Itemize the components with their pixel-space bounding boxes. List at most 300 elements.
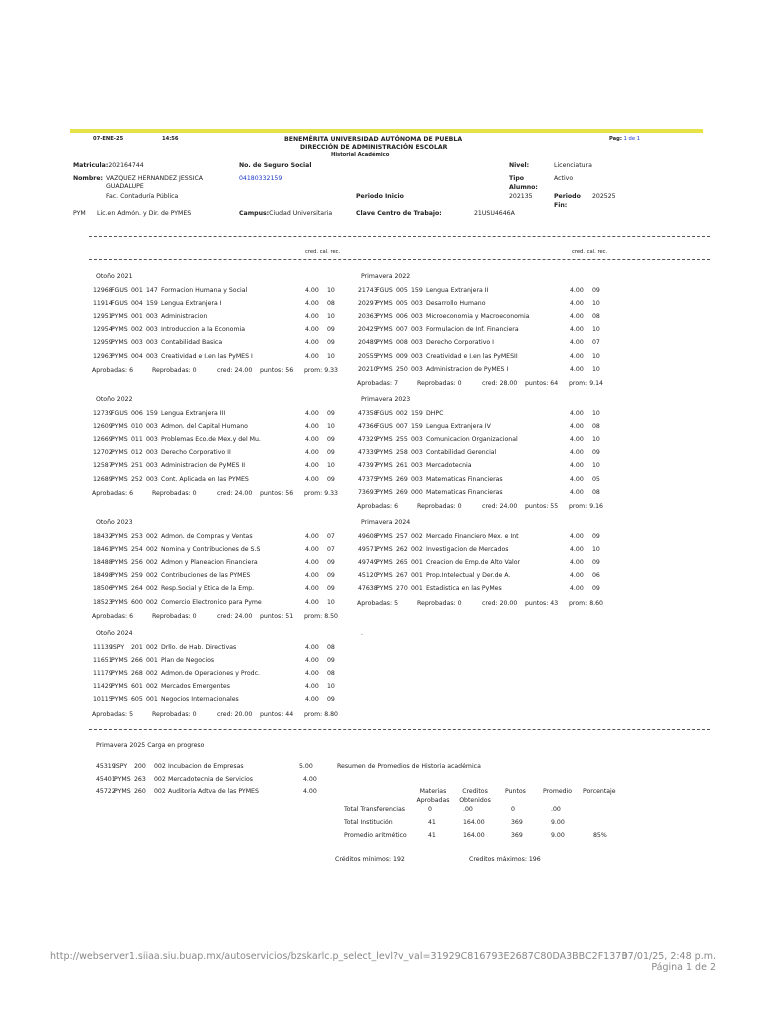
course-credits: 4.00 (305, 572, 319, 580)
course-credits: 4.00 (570, 475, 584, 483)
course-section: 001 (411, 572, 423, 580)
course-name: Lengua Extranjera IV (426, 423, 491, 431)
course-name: Creacion de Emp.de Alto Valor (426, 559, 521, 567)
course-number: 007 (396, 326, 408, 334)
course-row (358, 462, 623, 471)
course-row (93, 449, 358, 458)
course-grade: 10 (592, 365, 600, 373)
course-subject: PYMS (114, 775, 131, 783)
course-name: Desarrollo Humano (426, 300, 486, 308)
course-credits: 4.00 (570, 287, 584, 294)
course-name: Problemas Eco.de Mex.y del Mu. (161, 436, 261, 444)
hdr-promedio: Promedio (543, 788, 573, 795)
summary-prom: prom: 9.14 (569, 379, 603, 387)
summary-prom: prom: 9.33 (304, 366, 338, 374)
col-rec: rec. (597, 249, 608, 255)
course-grade: 08 (592, 313, 600, 321)
course-subject: PYMS (376, 339, 393, 347)
course-grade: 09 (592, 449, 600, 457)
course-nrc: 47397 (358, 462, 378, 470)
course-name: Creatividad e I.en las PyMES I (161, 352, 253, 360)
course-subject: PYMS (376, 436, 393, 444)
summary-aprobadas: Aprobadas: 6 (92, 366, 134, 374)
course-row (93, 476, 358, 485)
summary-puntos: puntos: 56 (260, 489, 294, 497)
course-row (93, 410, 358, 419)
clave-label: Clave Centro de Trabajo: (356, 210, 442, 217)
course-nrc: 11139 (93, 644, 113, 651)
summary-promedio: 9.00 (551, 832, 565, 839)
course-name: Resp.Social y Etica de la Emp. (161, 585, 255, 593)
page-value: 1 de 1 (623, 136, 640, 142)
course-subject: PYMS (376, 352, 393, 360)
campus-label: Campus: (239, 210, 270, 217)
summary-aprobadas: Aprobadas: 5 (357, 599, 399, 607)
course-nrc: 12954 (93, 326, 113, 334)
course-number: 001 (131, 287, 143, 294)
course-credits: 4.00 (305, 352, 319, 360)
course-subject: PYMS (111, 475, 128, 483)
course-grade: 09 (327, 436, 335, 444)
nivel-value: Licenciatura (554, 162, 592, 169)
progress-row (96, 788, 326, 797)
summary-row (344, 819, 644, 828)
course-row (358, 366, 623, 375)
summary-cred: cred: 24.00 (217, 489, 253, 497)
course-number: 004 (131, 300, 143, 308)
hdr-creditos: Creditos (462, 788, 488, 795)
matricula (73, 162, 144, 169)
course-credits: 4.00 (305, 410, 319, 417)
course-credits: 4.00 (570, 365, 584, 373)
course-nrc: 12963 (93, 352, 113, 360)
course-name: Derecho Corporativo II (161, 449, 231, 457)
separator-top (89, 236, 710, 237)
university-name: BENEMÉRITA UNIVERSIDAD AUTÓNOMA DE PUEBLA (284, 136, 463, 143)
hdr-materias-1: Materias (419, 788, 447, 795)
term-summary (92, 613, 362, 622)
course-grade: 09 (327, 339, 335, 347)
summary-row-label: Total Transferencias (344, 806, 406, 813)
course-name: Admon.de Operaciones y Prodc. (161, 670, 260, 678)
course-name: Cont. Aplicada en las PYMES (161, 475, 249, 483)
course-subject: PYMS (111, 449, 128, 457)
course-nrc: 18498 (93, 572, 113, 580)
course-name: Admon. del Capital Humano (161, 423, 248, 431)
campus-value: Ciudad Universitaria (269, 210, 333, 217)
program-name: Lic.en Admón. y Dir. de PYMES (97, 210, 192, 217)
course-nrc: 45319 (96, 763, 116, 770)
page-indicator (609, 136, 640, 142)
course-nrc: 45120 (358, 572, 378, 580)
course-nrc: 49571 (358, 546, 378, 554)
summary-materias: 41 (428, 832, 436, 839)
course-name: Investigacion de Mercados (426, 546, 509, 554)
course-name: Formulacion de Inf. Financiera (426, 326, 519, 334)
tipo-value: Activo (554, 175, 574, 182)
course-grade: 06 (592, 572, 600, 580)
course-nrc: 12951 (93, 313, 113, 321)
course-subject: PYMS (376, 462, 393, 470)
course-nrc: 45722 (96, 788, 116, 795)
course-row (93, 326, 358, 335)
footer-url[interactable]: http://webserver1.siiaa.siu.buap.mx/autoservicios/bzskarlc.p_select_levl?v_val=31929C816793E2687C80DA3BBC2F1373 (50, 951, 628, 962)
course-credits: 5.00 (299, 763, 313, 770)
course-number: 257 (396, 533, 408, 540)
course-credits: 4.00 (570, 423, 584, 431)
summary-creditos: .00 (463, 806, 473, 813)
col-cal: cal. (586, 249, 596, 255)
course-name: Matematicas Financieras (426, 475, 503, 483)
course-section: 003 (411, 313, 423, 321)
course-grade: 10 (327, 423, 335, 431)
summary-reprobadas: Reprobadas: 0 (152, 612, 197, 620)
clave-value: 21USU4646A (474, 210, 515, 217)
course-name: Comunicacion Organizacional (426, 436, 518, 444)
col-headers-right (572, 249, 607, 255)
term-title: Otoño 2022 (96, 396, 133, 403)
course-number: 260 (134, 788, 146, 795)
course-grade: 10 (592, 546, 600, 554)
course-section: 003 (411, 352, 423, 360)
summary-promedio: .00 (551, 806, 561, 813)
course-subject: PYMS (111, 572, 128, 580)
course-credits: 4.00 (570, 585, 584, 593)
course-row (93, 339, 358, 348)
course-section: 159 (146, 410, 158, 417)
course-subject: ISPY (114, 763, 128, 770)
course-row (93, 533, 358, 542)
course-subject: FGUS (111, 410, 128, 417)
course-row (358, 546, 623, 555)
course-credits: 4.00 (570, 326, 584, 334)
course-subject: FGUS (111, 300, 128, 308)
course-row (93, 436, 358, 445)
summary-puntos: 369 (511, 832, 523, 839)
course-row (93, 683, 358, 692)
course-name: Lengua Extranjera II (426, 287, 489, 294)
summary-reprobadas: Reprobadas: 0 (417, 599, 462, 607)
course-row (358, 339, 623, 348)
course-grade: 09 (327, 657, 335, 665)
course-nrc: 12609 (93, 423, 113, 431)
course-name: Lengua Extranjera I (161, 300, 222, 308)
separator-progress (89, 729, 710, 730)
term-title: Primavera 2023 (361, 396, 411, 403)
course-grade: 08 (327, 300, 335, 308)
course-nrc: 47366 (358, 423, 378, 431)
course-section: 002 (146, 533, 158, 540)
course-grade: 09 (327, 585, 335, 593)
course-row (93, 300, 358, 309)
course-credits: 4.00 (570, 449, 584, 457)
progress-row (96, 776, 326, 785)
course-subject: PYMS (111, 436, 128, 444)
course-subject: PYMS (376, 326, 393, 334)
course-name: Creatividad e I.en las PyMESII (426, 352, 518, 360)
course-section: 002 (146, 559, 158, 567)
course-subject: FGUS (376, 287, 393, 294)
course-section: 002 (154, 763, 166, 770)
course-name: Drllo. de Hab. Directivas (161, 644, 237, 651)
course-section: 159 (411, 410, 423, 417)
course-name: Prop.Intelectual y Der.de A. (426, 572, 511, 580)
course-section: 003 (146, 326, 158, 334)
hdr-porcentaje: Porcentaje (583, 788, 616, 795)
course-subject: PYMS (376, 585, 393, 593)
course-number: 267 (396, 572, 408, 580)
course-subject: PYMS (376, 533, 393, 540)
course-section: 003 (146, 462, 158, 470)
hdr-puntos: Puntos (505, 788, 526, 795)
course-number: 007 (396, 423, 408, 431)
course-credits: 4.00 (305, 644, 319, 651)
course-nrc: 73693 (358, 488, 378, 496)
nivel-label: Nivel: (509, 162, 530, 169)
course-section: 003 (411, 326, 423, 334)
print-time: 14:56 (162, 136, 179, 142)
nombre-line2: GUADALUPE (106, 183, 144, 190)
course-subject: PYMS (376, 572, 393, 580)
summary-reprobadas: Reprobadas: 0 (152, 710, 197, 718)
course-grade: 09 (327, 449, 335, 457)
summary-puntos: puntos: 44 (260, 710, 294, 718)
summary-reprobadas: Reprobadas: 0 (152, 489, 197, 497)
course-name: Incubacion de Empresas (168, 763, 244, 770)
course-grade: 10 (327, 598, 335, 606)
course-number: 252 (131, 475, 143, 483)
course-nrc: 18461 (93, 546, 113, 554)
course-credits: 4.00 (305, 585, 319, 593)
periodo-inicio-value: 202135 (509, 193, 533, 200)
course-number: 263 (134, 775, 146, 783)
course-section: 003 (411, 475, 423, 483)
course-number: 001 (131, 313, 143, 321)
course-section: 003 (411, 462, 423, 470)
course-row (93, 287, 358, 296)
campus (239, 210, 332, 217)
summary-porcentaje: 85% (593, 832, 607, 839)
course-section: 000 (411, 488, 423, 496)
course-number: 254 (131, 546, 143, 554)
course-section: 002 (146, 572, 158, 580)
course-section: 159 (411, 423, 423, 431)
course-subject: FGUS (376, 423, 393, 431)
course-nrc: 18506 (93, 585, 113, 593)
course-section: 002 (146, 598, 158, 606)
course-grade: 10 (592, 326, 600, 334)
summary-cred: cred: 28.00 (482, 379, 518, 387)
course-number: 266 (131, 657, 143, 665)
course-nrc: 11914 (93, 300, 113, 308)
summary-aprobadas: Aprobadas: 5 (92, 710, 134, 718)
course-nrc: 47329 (358, 436, 378, 444)
term-summary (357, 503, 627, 512)
course-subject: PYMS (376, 546, 393, 554)
course-row (358, 300, 623, 309)
course-section: 003 (146, 339, 158, 347)
course-credits: 4.00 (570, 533, 584, 540)
matricula-label: Matricula: (73, 162, 109, 169)
course-grade: 10 (327, 313, 335, 321)
nss-value[interactable]: 04180332159 (239, 175, 283, 182)
course-subject: PYMS (376, 313, 393, 321)
department-name: DIRECCIÓN DE ADMINISTRACIÓN ESCOLAR (300, 144, 448, 151)
course-section: 003 (146, 449, 158, 457)
course-credits: 4.00 (303, 788, 317, 795)
summary-creditos: 164.00 (463, 819, 485, 826)
course-grade: 09 (592, 585, 600, 593)
course-nrc: 12689 (93, 475, 113, 483)
hdr-obtenidos: Obtenidos (459, 797, 491, 804)
summary-creditos: 164.00 (463, 832, 485, 839)
course-section: 001 (146, 696, 158, 704)
course-section: 003 (146, 352, 158, 360)
course-nrc: 12587 (93, 462, 113, 470)
course-credits: 4.00 (305, 436, 319, 444)
summary-aprobadas: Aprobadas: 7 (357, 379, 399, 387)
course-grade: 10 (592, 436, 600, 444)
course-credits: 4.00 (570, 546, 584, 554)
course-section: 003 (146, 436, 158, 444)
course-number: 010 (131, 423, 143, 431)
course-subject: FGUS (376, 410, 393, 417)
course-row (358, 423, 623, 432)
course-subject: PYMS (376, 365, 393, 373)
course-name: Mercado Financiero Mex. e Int (426, 533, 519, 540)
course-nrc: 47375 (358, 475, 378, 483)
term-title: Otoño 2024 (96, 630, 133, 637)
course-name: Derecho Corporativo I (426, 339, 494, 347)
course-name: Administracion de PyMES I (426, 365, 509, 373)
course-name: Microeconomia y Macroeconomia (426, 313, 530, 321)
course-credits: 4.00 (305, 475, 319, 483)
creditos-minimos: Créditos mínimos: 192 (335, 856, 405, 863)
course-nrc: 10115 (93, 696, 113, 704)
course-grade: 07 (327, 546, 335, 554)
summary-puntos: puntos: 43 (525, 599, 559, 607)
summary-puntos: puntos: 55 (525, 502, 559, 510)
summary-prom: prom: 9.16 (569, 502, 603, 510)
summary-materias: 0 (428, 806, 432, 813)
course-nrc: 20363 (358, 313, 378, 321)
course-name: Contribuciones de las PYMES (161, 572, 251, 580)
course-section: 003 (146, 423, 158, 431)
course-subject: PYMS (111, 339, 128, 347)
course-nrc: 20425 (358, 326, 378, 334)
course-grade: 10 (327, 462, 335, 470)
course-credits: 4.00 (570, 436, 584, 444)
course-number: 006 (131, 410, 143, 417)
course-row (93, 572, 358, 581)
course-name: Admon y Planeacion Financiera (161, 559, 258, 567)
course-subject: PYMS (111, 696, 128, 704)
course-number: 268 (131, 670, 143, 678)
summary-puntos: puntos: 56 (260, 366, 294, 374)
course-name: Mercadotecnia de Servicios (168, 775, 253, 783)
summary-reprobadas: Reprobadas: 0 (417, 502, 462, 510)
course-subject: FGUS (111, 287, 128, 294)
summary-aprobadas: Aprobadas: 6 (92, 612, 134, 620)
course-credits: 4.00 (305, 449, 319, 457)
course-grade: 08 (327, 644, 335, 651)
course-number: 011 (131, 436, 143, 444)
course-section: 003 (411, 449, 423, 457)
course-name: Admon. de Compras y Ventas (161, 533, 253, 540)
course-subject: PYMS (111, 423, 128, 431)
page-label: Pag: (609, 136, 622, 142)
course-grade: 09 (327, 410, 335, 417)
course-number: 009 (396, 352, 408, 360)
course-number: 605 (131, 696, 143, 704)
course-row (93, 546, 358, 555)
course-name: Negocios Internacionales (161, 696, 239, 704)
course-number: 265 (396, 559, 408, 567)
term-title: . (361, 630, 363, 637)
summary-title: Resumen de Promedios de Historia académica (337, 763, 481, 770)
tipo-label-2: Alumno: (509, 184, 538, 191)
course-row (93, 423, 358, 432)
term-title: Primavera 2022 (361, 273, 411, 280)
course-nrc: 21743 (358, 287, 378, 294)
course-nrc: 18523 (93, 598, 113, 606)
separator-header (89, 259, 710, 260)
course-nrc: 47358 (358, 410, 378, 417)
course-subject: PYMS (111, 313, 128, 321)
summary-cred: cred: 24.00 (482, 502, 518, 510)
course-credits: 4.00 (305, 300, 319, 308)
course-subject: PYMS (111, 462, 128, 470)
course-nrc: 20555 (358, 352, 378, 360)
course-section: 002 (146, 670, 158, 678)
course-subject: PYMS (376, 300, 393, 308)
course-number: 002 (396, 410, 408, 417)
course-number: 002 (131, 326, 143, 334)
course-grade: 10 (327, 683, 335, 691)
course-credits: 4.00 (305, 423, 319, 431)
course-number: 261 (396, 462, 408, 470)
course-credits: 4.00 (305, 326, 319, 334)
course-credits: 4.00 (305, 670, 319, 678)
course-section: 001 (411, 585, 423, 593)
col-cred: cred. (305, 249, 319, 255)
course-credits: 4.00 (570, 462, 584, 470)
course-number: 270 (396, 585, 408, 593)
course-nrc: 11651 (93, 657, 113, 665)
col-rec: rec. (330, 249, 341, 255)
course-credits: 4.00 (305, 696, 319, 704)
summary-prom: prom: 8.50 (304, 612, 338, 620)
course-credits: 4.00 (305, 313, 319, 321)
course-nrc: 12702 (93, 449, 113, 457)
course-number: 200 (134, 763, 146, 770)
course-credits: 4.00 (570, 339, 584, 347)
course-section: 002 (411, 533, 423, 540)
course-grade: 09 (327, 326, 335, 334)
course-row (358, 353, 623, 362)
course-subject: PYMS (111, 670, 128, 678)
course-subject: PYMS (111, 546, 128, 554)
course-number: 264 (131, 585, 143, 593)
summary-prom: prom: 8.80 (304, 710, 338, 718)
course-grade: 08 (592, 423, 600, 431)
course-section: 002 (411, 546, 423, 554)
facultad: Fac. Contaduría Pública (106, 193, 179, 200)
summary-row-label: Promedio aritmético (344, 832, 407, 839)
course-section: 002 (154, 788, 166, 795)
course-name: Formacion Humana y Social (161, 287, 248, 294)
course-number: 258 (396, 449, 408, 457)
